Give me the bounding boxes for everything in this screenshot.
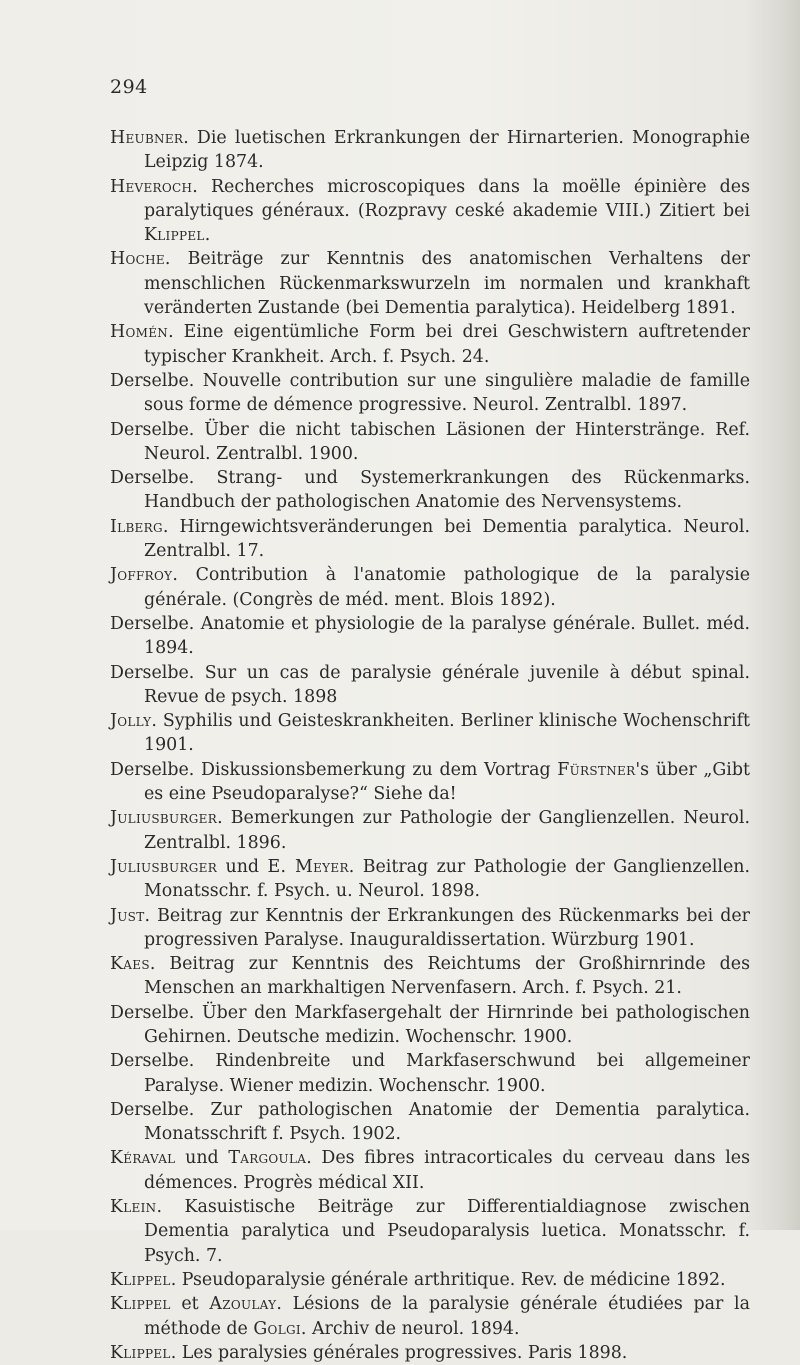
reference-entry (110, 418, 750, 467)
reference-entry (110, 612, 750, 661)
reference-author: Klippel (144, 225, 205, 246)
reference-text: . (204, 225, 211, 246)
reference-author: Heveroch (110, 176, 193, 197)
reference-entry (110, 1268, 750, 1292)
reference-text: Derselbe. Zur pathologischen Anatomie der Dementia paralytica. Monatsschrift f. Psych. 1902. (110, 1099, 750, 1145)
reference-text: et (170, 1294, 210, 1315)
reference-text: . Beiträge zur Kenntnis des anatomischen Verhaltens der menschlichen Rückenmarkswurzeln im normalen und krankhaft veränderten Zustande (bei Dementia paralytica). Heidelberg 1891. (144, 249, 750, 319)
reference-entry (110, 758, 750, 807)
reference-text: . Beitrag zur Pathologie der Ganglienzellen. Monatsschr. f. Psych. u. Neurol. 1898. (144, 856, 751, 902)
reference-text: . Syphilis und Geisteskrankheiten. Berliner klinische Wochenschrift 1901. (144, 711, 750, 756)
reference-text: 's über „Gibt es eine Pseudoparalyse?“ Siehe da! (144, 759, 750, 805)
reference-text: . Die luetischen Erkrankungen der Hirnarterien. Monographie Leipzig 1874. (144, 128, 750, 173)
reference-text: . Lésions de la paralysie générale étudiées par la méthode de (144, 1294, 750, 1339)
reference-author: Hoche (110, 249, 165, 270)
reference-text: Derselbe. Strang- und Systemerkrankungen des Rückenmarks. Handbuch der pathologischen Anatomie des Nervensystems. (110, 468, 750, 513)
reference-text: Derselbe. Nouvelle contribution sur une singulière maladie de famille sous forme de démence progressive. Neurol. Zentralbl. 1897. (110, 370, 750, 416)
reference-text: Derselbe. Über den Markfasergehalt der Hirnrinde bei pathologischen Gehirnen. Deutsche medizin. Wochenschr. 1900. (110, 1002, 750, 1047)
reference-entry (110, 952, 750, 1001)
reference-author: Kéraval (110, 1148, 176, 1169)
reference-entry (110, 855, 750, 904)
reference-text: und (175, 1148, 229, 1169)
reference-list (110, 126, 750, 1365)
reference-author: Klippel (110, 1342, 171, 1363)
reference-author: Heubner (110, 128, 184, 148)
reference-author: Klippel (110, 1269, 171, 1290)
reference-author: Azoulay (209, 1294, 277, 1315)
reference-author: Ilberg (110, 516, 163, 537)
reference-author: Homén (110, 322, 169, 343)
reference-author: Juliusburger (110, 856, 218, 877)
reference-entry (110, 320, 750, 369)
reference-entry (110, 1292, 750, 1341)
reference-text: . Des fibres intracorticales du cerveau dans les démences. Progrès médical XII. (144, 1148, 750, 1193)
reference-entry (110, 1341, 750, 1365)
reference-author: Jolly (110, 711, 152, 732)
reference-author: Just (110, 905, 145, 926)
reference-entry (110, 369, 750, 418)
reference-entry (110, 1001, 750, 1050)
reference-text: Derselbe. Sur un cas de paralysie générale juvenile à début spinal. Revue de psych. 1898 (110, 662, 750, 707)
reference-text: . Kasuistische Beiträge zur Differentialdiagnose zwischen Dementia paralytica und Pseudoparalysis luetica. Monatsschr. f. Psych. 7. (144, 1197, 750, 1266)
reference-text: Derselbe. Rindenbreite und Markfaserschwund bei allgemeiner Paralyse. Wiener medizin. Wochenschr. 1900. (110, 1051, 750, 1096)
reference-text: Derselbe. Über die nicht tabischen Läsionen der Hinterstränge. Ref. Neurol. Zentralbl. 1900. (110, 419, 750, 464)
reference-author: Klippel (110, 1294, 171, 1315)
reference-text: . Les paralysies générales progressives. Paris 1898. (170, 1342, 628, 1363)
reference-entry (110, 1049, 750, 1098)
reference-entry (110, 709, 750, 758)
reference-entry (110, 466, 750, 515)
reference-author: Klein (110, 1197, 157, 1218)
reference-author: E. Meyer (267, 856, 349, 877)
reference-entry (110, 661, 750, 710)
reference-author: Juliusburger (110, 808, 218, 829)
reference-text: Derselbe. Diskussionsbemerkung zu dem Vortrag (110, 759, 558, 780)
reference-text: . Archiv de neurol. 1894. (300, 1318, 520, 1339)
reference-author: Kaes (110, 954, 150, 975)
reference-author: Fürstner (557, 759, 636, 780)
reference-text: . Beitrag zur Kenntnis der Erkrankungen des Rückenmarks bei der progressiven Paralyse. Inauguraldissertation. Würzburg 1901. (144, 905, 750, 950)
reference-text: . Hirngewichtsveränderungen bei Dementia paralytica. Neurol. Zentralbl. 17. (144, 516, 750, 562)
reference-entry (110, 563, 750, 612)
reference-text: Derselbe. Anatomie et physiologie de la paralyse générale. Bullet. méd. 1894. (110, 613, 750, 659)
reference-text: . Beitrag zur Kenntnis des Reichtums der Großhirnrinde des Menschen an markhaltigen Nervenfasern. Arch. f. Psych. 21. (144, 954, 750, 999)
page-number: 294 (110, 76, 148, 98)
reference-author: Targoula (228, 1148, 307, 1169)
reference-text: . Bemerkungen zur Pathologie der Ganglienzellen. Neurol. Zentralbl. 1896. (144, 808, 750, 853)
reference-author: Joffroy (110, 565, 173, 586)
reference-entry (110, 126, 750, 175)
reference-entry (110, 515, 750, 564)
reference-entry (110, 1195, 750, 1268)
reference-entry (110, 1098, 750, 1147)
reference-author: Golgi (253, 1318, 301, 1339)
reference-text: . Pseudoparalysie générale arthritique. Rev. de médicine 1892. (170, 1269, 726, 1290)
reference-entry (110, 1146, 750, 1195)
reference-text: . Recherches microscopiques dans la moëlle épinière des paralytiques généraux. (Rozpravy ceské akademie VIII.) Zitiert bei (144, 176, 750, 221)
reference-entry (110, 175, 750, 248)
reference-text: . Eine eigentümliche Form bei drei Geschwistern auftretender typischer Krankheit. Arch. f. Psych. 24. (144, 322, 750, 367)
reference-entry (110, 247, 750, 320)
reference-entry (110, 806, 750, 855)
reference-text: . Contribution à l'anatomie pathologique de la paralysie générale. (Congrès de méd. ment. Blois 1892). (144, 565, 750, 610)
reference-entry (110, 904, 750, 953)
reference-text: und (217, 856, 268, 877)
